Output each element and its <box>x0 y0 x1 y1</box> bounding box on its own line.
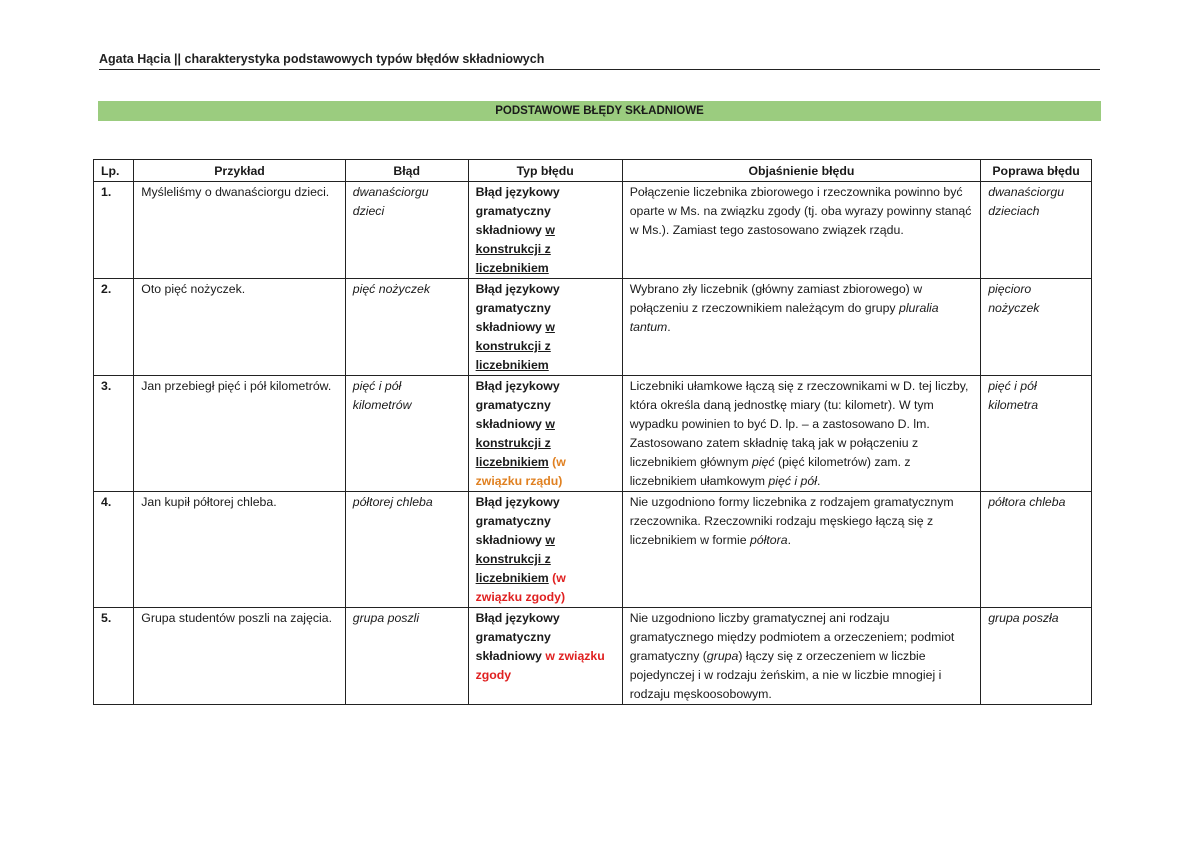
cell-objasnienie <box>622 279 981 376</box>
obj-text: . <box>667 320 671 334</box>
obj-italic: grupa <box>706 649 739 663</box>
typ-underlined: w konstrukcji z liczebnikiem <box>475 533 555 585</box>
table-row <box>94 279 1092 376</box>
obj-text: Nie uzgodniono formy liczebnika z rodzajem gramatycznym rzeczownika. Rzeczowniki rodzaju męskiego łączą się z liczebnikiem w formie <box>629 495 954 547</box>
header-typ: Typ błędu <box>468 160 622 182</box>
typ-plain: Błąd językowy gramatyczny składniowy <box>475 282 560 334</box>
cell-objasnienie: Połączenie liczebnika zbiorowego i rzeczownika powinno być oparte w Ms. na związku zgody (tj. oba wyrazy powinny stanąć w Ms.). Zamiast tego zastosowano związek rządu. <box>622 182 981 279</box>
cell-blad: pięć i pół kilometrów <box>345 376 468 492</box>
section-banner: PODSTAWOWE BŁĘDY SKŁADNIOWE <box>98 101 1101 121</box>
cell-poprawa: pięcioro nożyczek <box>981 279 1092 376</box>
cell-przyklad: Oto pięć nożyczek. <box>134 279 345 376</box>
cell-blad: dwanaściorgu dzieci <box>345 182 468 279</box>
obj-text: . <box>787 533 791 547</box>
cell-przyklad: Jan kupił półtorej chleba. <box>134 492 345 608</box>
cell-objasnienie <box>622 492 981 608</box>
cell-typ <box>468 608 622 705</box>
obj-text: Nie uzgodniono liczby gramatycznej ani rodzaju gramatycznego między podmiotem a orzeczeniem; podmiot gramatyczny ( <box>629 611 955 663</box>
cell-lp: 1. <box>94 182 134 279</box>
obj-italic: półtora <box>749 533 788 547</box>
cell-blad: pięć nożyczek <box>345 279 468 376</box>
cell-lp: 3. <box>94 376 134 492</box>
typ-underlined: w konstrukcji z liczebnikiem <box>475 417 555 469</box>
cell-poprawa: półtora chleba <box>981 492 1092 608</box>
typ-plain: Błąd językowy gramatyczny składniowy <box>475 185 560 237</box>
cell-blad: grupa poszli <box>345 608 468 705</box>
typ-plain: Błąd językowy gramatyczny składniowy <box>475 379 560 431</box>
header-przyklad: Przykład <box>134 160 345 182</box>
obj-italic: pluralia tantum <box>629 301 939 334</box>
cell-objasnienie <box>622 608 981 705</box>
obj-text: Wybrano zły liczebnik (główny zamiast zbiorowego) w połączeniu z rzeczownikiem należącym do grupy <box>629 282 923 315</box>
cell-poprawa: dwanaściorgu dzieciach <box>981 182 1092 279</box>
cell-typ <box>468 182 622 279</box>
typ-underlined: w konstrukcji z liczebnikiem <box>475 320 555 372</box>
typ-underlined: w konstrukcji z liczebnikiem <box>475 223 555 275</box>
typ-note: (w związku rządu) <box>475 455 566 488</box>
typ-plain: Błąd językowy gramatyczny składniowy <box>475 495 560 547</box>
table-row <box>94 182 1092 279</box>
table-header-row <box>94 160 1092 182</box>
cell-typ <box>468 492 622 608</box>
obj-italic: pięć <box>752 455 775 469</box>
cell-blad: półtorej chleba <box>345 492 468 608</box>
table-row <box>94 376 1092 492</box>
typ-note: (w związku zgody) <box>475 571 566 604</box>
table-row <box>94 608 1092 705</box>
cell-typ <box>468 279 622 376</box>
table-row <box>94 492 1092 608</box>
cell-przyklad: Grupa studentów poszli na zajęcia. <box>134 608 345 705</box>
cell-poprawa: grupa poszła <box>981 608 1092 705</box>
header-poprawa: Poprawa błędu <box>981 160 1092 182</box>
obj-text: (pięć kilometrów) zam. z liczebnikiem ułamkowym <box>629 455 911 488</box>
cell-lp: 2. <box>94 279 134 376</box>
obj-text: Liczebniki ułamkowe łączą się z rzeczownikami w D. tej liczby, która określa daną jednostkę miary (tu: kilometr). W tym wypadku powinien to być D. lp. – a zastosowano D. lm. Zastosowano zatem składnię taką jak w połączeniu z liczebnikiem głównym <box>629 379 969 469</box>
document-header: Agata Hącia || charakterystyka podstawowych typów błędów składniowych <box>99 52 1100 70</box>
header-objasnienie: Objaśnienie błędu <box>622 160 981 182</box>
header-lp: Lp. <box>94 160 134 182</box>
obj-text: . <box>816 474 821 488</box>
cell-typ <box>468 376 622 492</box>
cell-przyklad: Jan przebiegł pięć i pół kilometrów. <box>134 376 345 492</box>
obj-text: ) łączy się z orzeczeniem w liczbie pojedynczej i w rodzaju żeńskim, a nie w liczbie mnogiej i rodzaju męskoosobowym. <box>629 649 942 701</box>
typ-note: w związku zgody <box>475 649 605 682</box>
cell-lp: 4. <box>94 492 134 608</box>
cell-objasnienie <box>622 376 981 492</box>
typ-plain: Błąd językowy gramatyczny składniowy <box>475 611 560 663</box>
cell-lp: 5. <box>94 608 134 705</box>
cell-poprawa: pięć i pół kilometra <box>981 376 1092 492</box>
obj-italic: pięć i pół <box>768 474 817 488</box>
errors-table <box>93 159 1092 705</box>
cell-przyklad: Myśleliśmy o dwanaściorgu dzieci. <box>134 182 345 279</box>
header-blad: Błąd <box>345 160 468 182</box>
